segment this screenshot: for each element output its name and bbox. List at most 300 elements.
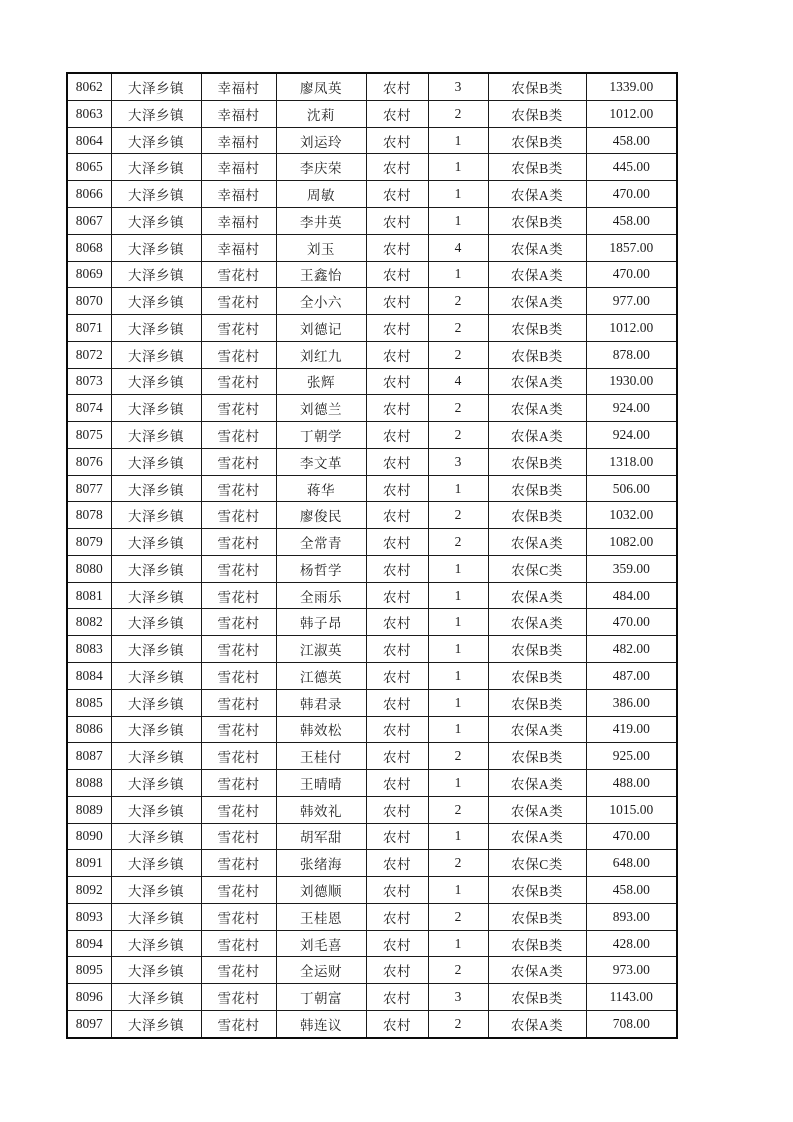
cell-record-id: 8065	[67, 154, 111, 181]
cell-person-name: 李文革	[276, 448, 366, 475]
cell-residence-type: 农村	[366, 796, 428, 823]
cell-person-name: 刘毛喜	[276, 930, 366, 957]
cell-residence-type: 农村	[366, 127, 428, 154]
cell-amount: 445.00	[586, 154, 677, 181]
cell-township: 大泽乡镇	[111, 743, 201, 770]
cell-person-name: 李井英	[276, 207, 366, 234]
cell-household-count: 2	[428, 502, 488, 529]
cell-record-id: 8092	[67, 877, 111, 904]
cell-village: 雪花村	[201, 1010, 276, 1038]
cell-amount: 458.00	[586, 207, 677, 234]
cell-residence-type: 农村	[366, 448, 428, 475]
cell-household-count: 4	[428, 234, 488, 261]
cell-insurance-category: 农保B类	[488, 127, 586, 154]
cell-person-name: 蒋华	[276, 475, 366, 502]
cell-person-name: 刘德顺	[276, 877, 366, 904]
cell-household-count: 1	[428, 689, 488, 716]
cell-household-count: 3	[428, 448, 488, 475]
cell-residence-type: 农村	[366, 395, 428, 422]
cell-insurance-category: 农保B类	[488, 636, 586, 663]
cell-record-id: 8076	[67, 448, 111, 475]
cell-residence-type: 农村	[366, 261, 428, 288]
cell-person-name: 刘德记	[276, 315, 366, 342]
table-row	[67, 770, 677, 797]
cell-village: 幸福村	[201, 234, 276, 261]
cell-person-name: 江德英	[276, 662, 366, 689]
cell-village: 雪花村	[201, 609, 276, 636]
cell-amount: 488.00	[586, 770, 677, 797]
cell-village: 雪花村	[201, 422, 276, 449]
cell-person-name: 廖凤英	[276, 73, 366, 100]
cell-amount: 1032.00	[586, 502, 677, 529]
cell-village: 幸福村	[201, 100, 276, 127]
cell-village: 雪花村	[201, 850, 276, 877]
cell-insurance-category: 农保B类	[488, 448, 586, 475]
cell-household-count: 2	[428, 743, 488, 770]
table-row	[67, 73, 677, 100]
cell-township: 大泽乡镇	[111, 823, 201, 850]
cell-household-count: 1	[428, 127, 488, 154]
cell-residence-type: 农村	[366, 903, 428, 930]
cell-insurance-category: 农保B类	[488, 207, 586, 234]
cell-person-name: 丁朝学	[276, 422, 366, 449]
cell-village: 雪花村	[201, 957, 276, 984]
cell-amount: 359.00	[586, 555, 677, 582]
cell-insurance-category: 农保B类	[488, 154, 586, 181]
cell-record-id: 8073	[67, 368, 111, 395]
table-row	[67, 903, 677, 930]
cell-record-id: 8084	[67, 662, 111, 689]
cell-residence-type: 农村	[366, 154, 428, 181]
cell-person-name: 韩效松	[276, 716, 366, 743]
cell-residence-type: 农村	[366, 877, 428, 904]
cell-person-name: 韩君录	[276, 689, 366, 716]
cell-insurance-category: 农保A类	[488, 609, 586, 636]
cell-township: 大泽乡镇	[111, 73, 201, 100]
cell-household-count: 3	[428, 984, 488, 1011]
cell-amount: 893.00	[586, 903, 677, 930]
cell-person-name: 江淑英	[276, 636, 366, 663]
cell-person-name: 全小六	[276, 288, 366, 315]
cell-record-id: 8067	[67, 207, 111, 234]
cell-village: 雪花村	[201, 930, 276, 957]
table-row	[67, 930, 677, 957]
cell-residence-type: 农村	[366, 743, 428, 770]
cell-residence-type: 农村	[366, 422, 428, 449]
cell-township: 大泽乡镇	[111, 422, 201, 449]
cell-residence-type: 农村	[366, 957, 428, 984]
cell-insurance-category: 农保A类	[488, 582, 586, 609]
cell-insurance-category: 农保B类	[488, 475, 586, 502]
cell-village: 雪花村	[201, 662, 276, 689]
cell-record-id: 8088	[67, 770, 111, 797]
cell-village: 雪花村	[201, 368, 276, 395]
cell-village: 幸福村	[201, 181, 276, 208]
cell-village: 雪花村	[201, 502, 276, 529]
cell-record-id: 8062	[67, 73, 111, 100]
cell-township: 大泽乡镇	[111, 796, 201, 823]
cell-amount: 482.00	[586, 636, 677, 663]
cell-township: 大泽乡镇	[111, 207, 201, 234]
cell-township: 大泽乡镇	[111, 716, 201, 743]
cell-village: 雪花村	[201, 877, 276, 904]
cell-township: 大泽乡镇	[111, 448, 201, 475]
cell-township: 大泽乡镇	[111, 154, 201, 181]
table-row	[67, 957, 677, 984]
cell-record-id: 8090	[67, 823, 111, 850]
table-row	[67, 984, 677, 1011]
cell-village: 雪花村	[201, 636, 276, 663]
cell-person-name: 全常青	[276, 529, 366, 556]
cell-township: 大泽乡镇	[111, 609, 201, 636]
cell-person-name: 沈莉	[276, 100, 366, 127]
cell-insurance-category: 农保B类	[488, 662, 586, 689]
cell-record-id: 8096	[67, 984, 111, 1011]
cell-amount: 484.00	[586, 582, 677, 609]
cell-insurance-category: 农保B类	[488, 984, 586, 1011]
cell-residence-type: 农村	[366, 823, 428, 850]
cell-amount: 487.00	[586, 662, 677, 689]
cell-residence-type: 农村	[366, 288, 428, 315]
cell-residence-type: 农村	[366, 234, 428, 261]
cell-insurance-category: 农保B类	[488, 341, 586, 368]
cell-amount: 1082.00	[586, 529, 677, 556]
cell-township: 大泽乡镇	[111, 903, 201, 930]
cell-village: 雪花村	[201, 716, 276, 743]
cell-person-name: 韩效礼	[276, 796, 366, 823]
cell-residence-type: 农村	[366, 770, 428, 797]
cell-record-id: 8077	[67, 475, 111, 502]
cell-residence-type: 农村	[366, 1010, 428, 1038]
table-row	[67, 582, 677, 609]
cell-record-id: 8070	[67, 288, 111, 315]
cell-village: 雪花村	[201, 448, 276, 475]
cell-household-count: 2	[428, 1010, 488, 1038]
cell-township: 大泽乡镇	[111, 475, 201, 502]
table-row	[67, 181, 677, 208]
cell-household-count: 2	[428, 796, 488, 823]
table-row	[67, 877, 677, 904]
cell-village: 雪花村	[201, 529, 276, 556]
cell-township: 大泽乡镇	[111, 662, 201, 689]
cell-household-count: 2	[428, 529, 488, 556]
cell-person-name: 王晴晴	[276, 770, 366, 797]
cell-village: 雪花村	[201, 395, 276, 422]
cell-person-name: 王桂付	[276, 743, 366, 770]
cell-insurance-category: 农保A类	[488, 288, 586, 315]
cell-township: 大泽乡镇	[111, 341, 201, 368]
cell-household-count: 1	[428, 770, 488, 797]
cell-person-name: 丁朝富	[276, 984, 366, 1011]
cell-insurance-category: 农保A类	[488, 716, 586, 743]
cell-amount: 458.00	[586, 127, 677, 154]
cell-record-id: 8066	[67, 181, 111, 208]
cell-amount: 1930.00	[586, 368, 677, 395]
cell-household-count: 1	[428, 823, 488, 850]
cell-township: 大泽乡镇	[111, 234, 201, 261]
cell-insurance-category: 农保A类	[488, 422, 586, 449]
table-row	[67, 448, 677, 475]
cell-village: 雪花村	[201, 288, 276, 315]
cell-township: 大泽乡镇	[111, 877, 201, 904]
table-row	[67, 127, 677, 154]
cell-amount: 470.00	[586, 609, 677, 636]
cell-household-count: 1	[428, 555, 488, 582]
cell-record-id: 8075	[67, 422, 111, 449]
cell-insurance-category: 农保A类	[488, 234, 586, 261]
cell-village: 雪花村	[201, 555, 276, 582]
table-row	[67, 1010, 677, 1038]
cell-township: 大泽乡镇	[111, 502, 201, 529]
cell-record-id: 8083	[67, 636, 111, 663]
cell-record-id: 8094	[67, 930, 111, 957]
cell-amount: 925.00	[586, 743, 677, 770]
cell-village: 雪花村	[201, 475, 276, 502]
cell-insurance-category: 农保B类	[488, 743, 586, 770]
cell-amount: 1012.00	[586, 315, 677, 342]
cell-amount: 470.00	[586, 261, 677, 288]
cell-residence-type: 农村	[366, 315, 428, 342]
cell-record-id: 8071	[67, 315, 111, 342]
cell-household-count: 4	[428, 368, 488, 395]
cell-person-name: 刘玉	[276, 234, 366, 261]
cell-village: 雪花村	[201, 261, 276, 288]
cell-amount: 1143.00	[586, 984, 677, 1011]
table-row	[67, 743, 677, 770]
cell-amount: 973.00	[586, 957, 677, 984]
cell-record-id: 8091	[67, 850, 111, 877]
cell-person-name: 胡军甜	[276, 823, 366, 850]
cell-amount: 878.00	[586, 341, 677, 368]
cell-household-count: 1	[428, 930, 488, 957]
cell-township: 大泽乡镇	[111, 984, 201, 1011]
cell-household-count: 2	[428, 957, 488, 984]
cell-record-id: 8082	[67, 609, 111, 636]
table-row	[67, 662, 677, 689]
cell-person-name: 韩连议	[276, 1010, 366, 1038]
table-row	[67, 636, 677, 663]
cell-amount: 506.00	[586, 475, 677, 502]
table-row	[67, 475, 677, 502]
cell-insurance-category: 农保A类	[488, 181, 586, 208]
cell-record-id: 8069	[67, 261, 111, 288]
table-row	[67, 100, 677, 127]
cell-amount: 428.00	[586, 930, 677, 957]
cell-insurance-category: 农保A类	[488, 823, 586, 850]
table-row	[67, 315, 677, 342]
cell-record-id: 8068	[67, 234, 111, 261]
cell-amount: 470.00	[586, 823, 677, 850]
cell-person-name: 全运财	[276, 957, 366, 984]
cell-person-name: 张辉	[276, 368, 366, 395]
cell-household-count: 1	[428, 207, 488, 234]
cell-household-count: 2	[428, 100, 488, 127]
cell-residence-type: 农村	[366, 984, 428, 1011]
cell-record-id: 8085	[67, 689, 111, 716]
cell-village: 雪花村	[201, 341, 276, 368]
cell-township: 大泽乡镇	[111, 957, 201, 984]
cell-township: 大泽乡镇	[111, 689, 201, 716]
cell-insurance-category: 农保A类	[488, 796, 586, 823]
cell-residence-type: 农村	[366, 716, 428, 743]
cell-residence-type: 农村	[366, 689, 428, 716]
table-row	[67, 823, 677, 850]
cell-person-name: 刘运玲	[276, 127, 366, 154]
cell-village: 幸福村	[201, 127, 276, 154]
cell-residence-type: 农村	[366, 930, 428, 957]
table-row	[67, 850, 677, 877]
table-row	[67, 154, 677, 181]
cell-township: 大泽乡镇	[111, 529, 201, 556]
cell-insurance-category: 农保B类	[488, 100, 586, 127]
cell-insurance-category: 农保B类	[488, 73, 586, 100]
cell-residence-type: 农村	[366, 555, 428, 582]
cell-insurance-category: 农保B类	[488, 315, 586, 342]
cell-township: 大泽乡镇	[111, 850, 201, 877]
cell-township: 大泽乡镇	[111, 636, 201, 663]
cell-household-count: 1	[428, 716, 488, 743]
table-row	[67, 368, 677, 395]
cell-household-count: 1	[428, 475, 488, 502]
table-row	[67, 341, 677, 368]
table-row	[67, 422, 677, 449]
cell-record-id: 8089	[67, 796, 111, 823]
cell-residence-type: 农村	[366, 181, 428, 208]
cell-household-count: 1	[428, 582, 488, 609]
cell-household-count: 3	[428, 73, 488, 100]
table-row	[67, 529, 677, 556]
table-row	[67, 716, 677, 743]
cell-township: 大泽乡镇	[111, 770, 201, 797]
cell-residence-type: 农村	[366, 475, 428, 502]
cell-record-id: 8081	[67, 582, 111, 609]
cell-person-name: 周敏	[276, 181, 366, 208]
cell-record-id: 8064	[67, 127, 111, 154]
cell-township: 大泽乡镇	[111, 1010, 201, 1038]
cell-household-count: 2	[428, 395, 488, 422]
cell-record-id: 8080	[67, 555, 111, 582]
cell-township: 大泽乡镇	[111, 127, 201, 154]
cell-insurance-category: 农保A类	[488, 261, 586, 288]
cell-village: 雪花村	[201, 903, 276, 930]
cell-amount: 1012.00	[586, 100, 677, 127]
cell-village: 雪花村	[201, 796, 276, 823]
cell-household-count: 1	[428, 154, 488, 181]
table-row	[67, 796, 677, 823]
cell-village: 雪花村	[201, 823, 276, 850]
cell-insurance-category: 农保A类	[488, 529, 586, 556]
cell-insurance-category: 农保A类	[488, 770, 586, 797]
cell-person-name: 王鑫怡	[276, 261, 366, 288]
cell-township: 大泽乡镇	[111, 288, 201, 315]
cell-residence-type: 农村	[366, 73, 428, 100]
cell-township: 大泽乡镇	[111, 555, 201, 582]
cell-amount: 648.00	[586, 850, 677, 877]
cell-township: 大泽乡镇	[111, 261, 201, 288]
payment-roster-table	[66, 72, 678, 1039]
cell-household-count: 1	[428, 181, 488, 208]
cell-township: 大泽乡镇	[111, 315, 201, 342]
cell-insurance-category: 农保C类	[488, 555, 586, 582]
cell-village: 雪花村	[201, 984, 276, 1011]
cell-household-count: 1	[428, 662, 488, 689]
cell-village: 雪花村	[201, 770, 276, 797]
cell-person-name: 杨哲学	[276, 555, 366, 582]
cell-township: 大泽乡镇	[111, 368, 201, 395]
cell-residence-type: 农村	[366, 850, 428, 877]
cell-insurance-category: 农保B类	[488, 689, 586, 716]
cell-residence-type: 农村	[366, 609, 428, 636]
cell-person-name: 全雨乐	[276, 582, 366, 609]
cell-insurance-category: 农保B类	[488, 877, 586, 904]
cell-record-id: 8072	[67, 341, 111, 368]
cell-record-id: 8097	[67, 1010, 111, 1038]
cell-person-name: 韩子昂	[276, 609, 366, 636]
cell-record-id: 8078	[67, 502, 111, 529]
cell-insurance-category: 农保A类	[488, 395, 586, 422]
cell-township: 大泽乡镇	[111, 181, 201, 208]
cell-record-id: 8095	[67, 957, 111, 984]
cell-person-name: 廖俊民	[276, 502, 366, 529]
table-row	[67, 689, 677, 716]
cell-township: 大泽乡镇	[111, 930, 201, 957]
cell-amount: 1857.00	[586, 234, 677, 261]
cell-residence-type: 农村	[366, 368, 428, 395]
cell-insurance-category: 农保B类	[488, 903, 586, 930]
cell-amount: 1318.00	[586, 448, 677, 475]
cell-record-id: 8079	[67, 529, 111, 556]
cell-residence-type: 农村	[366, 502, 428, 529]
cell-amount: 1339.00	[586, 73, 677, 100]
cell-residence-type: 农村	[366, 529, 428, 556]
table-row	[67, 609, 677, 636]
cell-record-id: 8093	[67, 903, 111, 930]
cell-household-count: 2	[428, 315, 488, 342]
cell-record-id: 8086	[67, 716, 111, 743]
cell-village: 雪花村	[201, 689, 276, 716]
cell-record-id: 8087	[67, 743, 111, 770]
cell-residence-type: 农村	[366, 341, 428, 368]
cell-person-name: 刘德兰	[276, 395, 366, 422]
cell-township: 大泽乡镇	[111, 100, 201, 127]
cell-person-name: 李庆荣	[276, 154, 366, 181]
cell-record-id: 8074	[67, 395, 111, 422]
cell-residence-type: 农村	[366, 100, 428, 127]
cell-amount: 1015.00	[586, 796, 677, 823]
cell-household-count: 1	[428, 261, 488, 288]
table-row	[67, 207, 677, 234]
table-body	[67, 73, 677, 1038]
cell-residence-type: 农村	[366, 582, 428, 609]
table-row	[67, 502, 677, 529]
table-row	[67, 234, 677, 261]
cell-insurance-category: 农保A类	[488, 1010, 586, 1038]
cell-insurance-category: 农保B类	[488, 502, 586, 529]
cell-village: 幸福村	[201, 207, 276, 234]
cell-village: 雪花村	[201, 743, 276, 770]
table-row	[67, 395, 677, 422]
cell-insurance-category: 农保C类	[488, 850, 586, 877]
cell-person-name: 张绪海	[276, 850, 366, 877]
cell-amount: 419.00	[586, 716, 677, 743]
cell-village: 雪花村	[201, 315, 276, 342]
cell-amount: 924.00	[586, 395, 677, 422]
cell-insurance-category: 农保A类	[488, 957, 586, 984]
cell-amount: 924.00	[586, 422, 677, 449]
cell-village: 幸福村	[201, 73, 276, 100]
cell-amount: 470.00	[586, 181, 677, 208]
cell-residence-type: 农村	[366, 636, 428, 663]
